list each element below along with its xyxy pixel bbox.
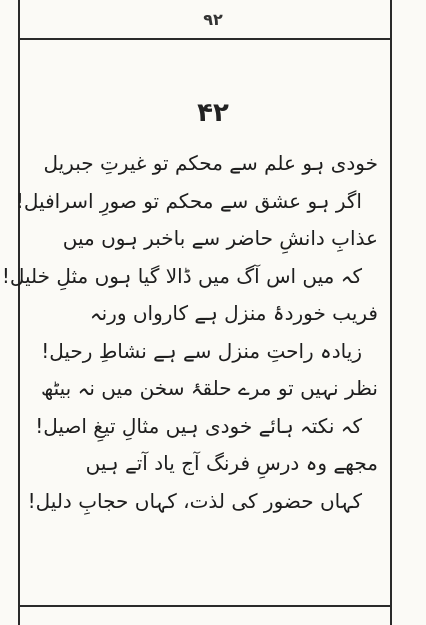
verse-line: عذابِ دانشِ حاضر سے باخبر ہوں میں [62,226,378,250]
verse-line: کہ میں اس آگ میں ڈالا گیا ہوں مثلِ خلیل! [1,263,362,288]
poem-number: ۴۲ [197,98,229,128]
verse-line: کہ نکتہ ہائے خودی ہیں مثالِ تیغِ اصیل! [35,413,362,438]
verse-line: فریب خوردۂ منزل ہے کارواں ورنہ [89,301,378,325]
poem-verses [1,145,380,520]
bottom-border-line [18,605,392,607]
verse-line: مجھے وہ درسِ فرنگ آج یاد آتے ہیں [85,451,378,475]
right-border-line [390,0,392,625]
verse-line: زیادہ راحتِ منزل سے ہے نشاطِ رحیل! [41,338,362,363]
top-border-line [18,38,392,40]
verse-line: خودی ہو علم سے محکم تو غیرتِ جبریل [43,151,378,175]
verse-line: اگر ہو عشق سے محکم تو صورِ اسرافیل! [15,188,362,213]
verse-line: کہاں حضور کی لذت، کہاں حجابِ دلیل! [27,488,362,513]
verse-line: نظر نہیں تو مرے حلقۂ سخن میں نہ بیٹھ [40,376,378,400]
page-number: ۹۲ [203,10,223,29]
left-border-line [18,0,20,625]
